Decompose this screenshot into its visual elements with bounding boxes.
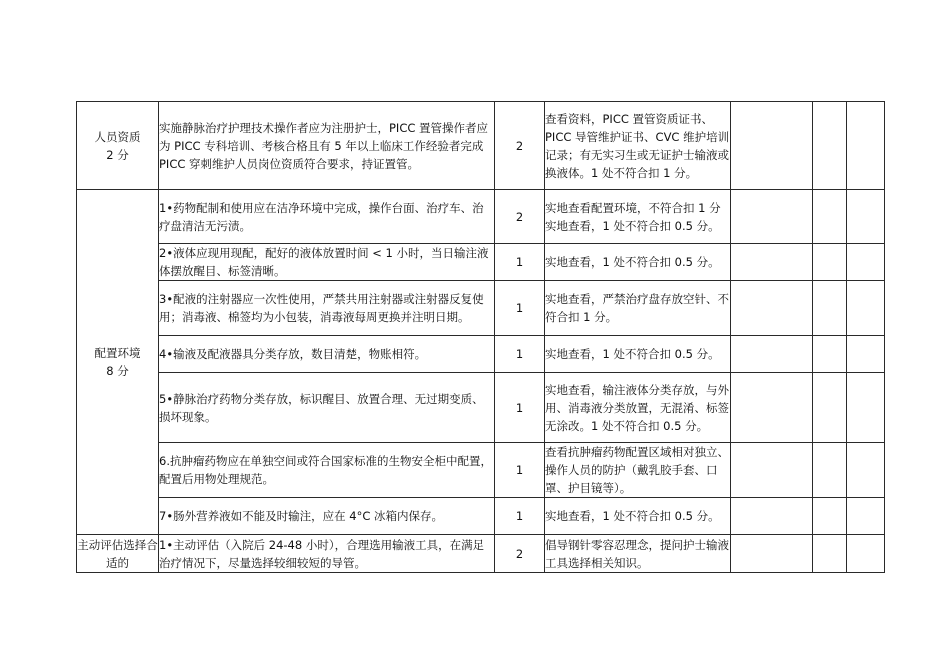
score-cell: 1 [495,281,545,336]
method-cell: 实地查看，1 处不符合扣 0.5 分。 [545,244,731,281]
requirement-cell: 4•输液及配液器具分类存放，数目清楚，物账相符。 [159,336,495,373]
method-cell: 实地查看，1 处不符合扣 0.5 分。 [545,336,731,373]
empty-cell [731,336,813,373]
category-score: 2 分 [106,147,129,162]
empty-cell [813,443,847,498]
category-cell [77,190,159,535]
empty-cell [731,244,813,281]
score-cell: 2 [495,535,545,573]
table-row [77,190,885,244]
table-row [77,443,885,498]
method-cell: 实地查看，1 处不符合扣 0.5 分。 [545,498,731,535]
requirement-cell: 2•液体应现用现配，配好的液体放置时间 < 1 小时，当日输注液体摆放醒目、标签清晰。 [159,244,495,281]
evaluation-table [76,101,885,573]
requirement-cell: 实施静脉治疗护理技术操作者应为注册护士，PICC 置管操作者应为 PICC 专科培训、考核合格且有 5 年以上临床工作经验者完成 PICC 穿刺维护人员岗位资质符合要求，持证置管。 [159,102,495,190]
requirement-cell: 1•主动评估（入院后 24-48 小时），合理选用输液工具，在满足治疗情况下，尽量选择较细较短的导管。 [159,535,495,573]
method-cell: 实地查看配置环境，不符合扣 1 分实地查看，1 处不符合扣 0.5 分。 [545,190,731,244]
score-cell: 1 [495,244,545,281]
empty-cell [731,281,813,336]
empty-cell [847,102,885,190]
empty-cell [847,244,885,281]
method-cell: 实地查看，输注液体分类存放，与外用、消毒液分类放置，无混淆、标签无涂改。1 处不符合扣 0.5 分。 [545,373,731,443]
empty-cell [813,281,847,336]
method-cell: 查看资料，PICC 置管资质证书、PICC 导管维护证书、CVC 维护培训记录；有无实习生或无证护士输液或换液体。1 处不符合扣 1 分。 [545,102,731,190]
requirement-cell: 1•药物配制和使用应在洁净环境中完成，操作台面、治疗车、治疗盘清洁无污渍。 [159,190,495,244]
empty-cell [813,244,847,281]
requirement-cell: 5•静脉治疗药物分类存放，标识醒目、放置合理、无过期变质、损坏现象。 [159,373,495,443]
table-row [77,102,885,190]
score-cell: 2 [495,102,545,190]
score-cell: 1 [495,336,545,373]
category-label: 配置环境 [94,346,141,360]
requirement-cell: 3•配液的注射器应一次性使用，严禁共用注射器或注射器反复使用；消毒液、棉签均为小包装，消毒液每周更换并注明日期。 [159,281,495,336]
empty-cell [731,443,813,498]
table-row [77,244,885,281]
table-row [77,281,885,336]
empty-cell [731,535,813,573]
empty-cell [813,102,847,190]
empty-cell [847,281,885,336]
empty-cell [847,336,885,373]
table-row [77,498,885,535]
table-row [77,336,885,373]
method-cell: 实地查看，严禁治疗盘存放空针、不符合扣 1 分。 [545,281,731,336]
category-cell [77,535,159,573]
score-cell: 2 [495,190,545,244]
empty-cell [847,443,885,498]
requirement-cell: 6.抗肿瘤药物应在单独空间或符合国家标准的生物安全柜中配置，配置后用物处理规范。 [159,443,495,498]
empty-cell [731,498,813,535]
empty-cell [813,498,847,535]
empty-cell [847,373,885,443]
score-cell: 1 [495,373,545,443]
empty-cell [813,336,847,373]
method-cell: 倡导钢针零容忍理念，提问护士输液工具选择相关知识。 [545,535,731,573]
empty-cell [813,535,847,573]
category-score: 8 分 [106,364,129,378]
method-cell: 查看抗肿瘤药物配置区域相对独立、操作人员的防护（戴乳胶手套、口罩、护目镜等）。 [545,443,731,498]
score-cell: 1 [495,498,545,535]
table-row [77,535,885,573]
table-row [77,373,885,443]
empty-cell [847,535,885,573]
category-label: 人员资质 [94,129,141,144]
empty-cell [731,102,813,190]
empty-cell [847,498,885,535]
empty-cell [813,190,847,244]
score-cell: 1 [495,443,545,498]
category-label: 主动评估选择合适的 [77,537,158,570]
empty-cell [731,190,813,244]
empty-cell [731,373,813,443]
category-cell [77,102,159,190]
empty-cell [813,373,847,443]
empty-cell [847,190,885,244]
requirement-cell: 7•肠外营养液如不能及时输注，应在 4°C 冰箱内保存。 [159,498,495,535]
